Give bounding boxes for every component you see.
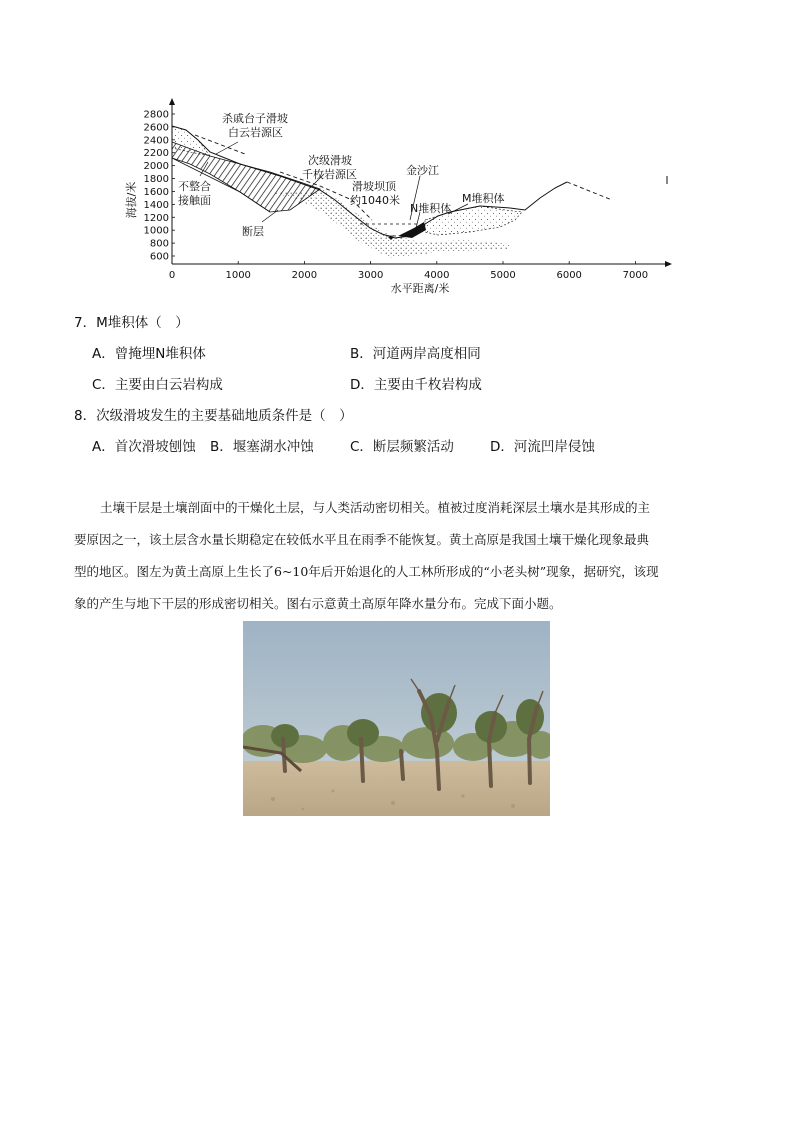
label-river: 金沙江 (406, 164, 439, 177)
passage-line: 象的产生与地下干层的形成密切相关。图右示意黄土高原年降水量分布。完成下面小题。 (74, 596, 562, 611)
y-tick-label: 1800 (143, 174, 169, 186)
y-tick-label: 1400 (143, 199, 169, 211)
question-8-stem: 8．次级滑坡发生的主要基础地质条件是（ ） (74, 408, 353, 424)
x-tick-label: 6000 (556, 270, 582, 281)
label-slide-sub-1: 次级滑坡 (308, 154, 352, 167)
label-dam-top-1: 滑坡坝顶 (352, 180, 396, 193)
q7-option-a[interactable]: A．曾掩埋N堆积体 (92, 346, 206, 362)
q8-option-a[interactable]: A．首次滑坡刨蚀 (92, 439, 196, 455)
passage-line: 土壤干层是土壤剖面中的干燥化土层，与人类活动密切相关。植被过度消耗深层土壤水是其形成的主 (100, 500, 651, 515)
x-tick-label: 0 (168, 270, 176, 281)
y-tick-label: 1000 (143, 225, 169, 237)
reading-passage (74, 492, 724, 620)
y-tick-label: 1200 (143, 212, 169, 224)
y-tick-label: 2000 (143, 161, 169, 173)
y-axis-label: 海拔/米 (125, 181, 138, 219)
q7-option-d[interactable]: D．主要由千枚岩构成 (350, 377, 482, 393)
label-unconformity-2: 接触面 (178, 194, 211, 207)
x-tick-label: 2000 (291, 270, 318, 281)
y-tick-label: 2800 (143, 109, 169, 121)
label-m-deposit: M堆积体 (462, 192, 505, 205)
label-slide-main-2: 白云岩源区 (228, 126, 283, 139)
label-fault: 断层 (242, 225, 264, 238)
label-n-deposit: N堆积体 (410, 202, 452, 215)
x-tick-label: 4000 (424, 270, 450, 281)
q8-option-c[interactable]: C．断层频繁活动 (350, 439, 454, 455)
y-tick-label: 2600 (143, 122, 169, 134)
passage-line: 要原因之一，该土层含水量长期稳定在较低水平且在雨季不能恢复。黄土高原是我国土壤干燥化现象最典 (74, 532, 650, 547)
y-tick-label: 1600 (143, 186, 169, 198)
label-dam-top-2: 约1040米 (350, 194, 400, 207)
x-tick-label: 7000 (622, 270, 649, 281)
y-tick-label: 2200 (143, 148, 169, 160)
x-tick-label: 5000 (490, 270, 516, 281)
q7-option-c[interactable]: C．主要由白云岩构成 (92, 377, 223, 393)
q8-option-b[interactable]: B．堰塞湖水冲蚀 (210, 439, 314, 455)
x-tick-label: 3000 (357, 270, 384, 281)
right-bank-dashed (567, 182, 612, 200)
label-unconformity-1: 不整合 (178, 180, 211, 193)
geologic-cross-section-figure (120, 92, 680, 302)
label-slide-sub-2: 千枚岩源区 (302, 168, 357, 181)
degraded-plantation-photo (243, 621, 550, 816)
label-slide-main-1: 杀戚台子滑坡 (222, 112, 288, 125)
q7-option-b[interactable]: B．河道两岸高度相同 (350, 346, 481, 362)
x-axis-label: 水平距离/米 (390, 282, 450, 295)
question-7-stem: 7．M堆积体（ ） (74, 315, 189, 331)
passage-line: 型的地区。图左为黄土高原上生长了6~10年后开始退化的人工林所形成的“小老头树”现象，据研究，该现 (74, 564, 659, 579)
y-tick-label: 2400 (143, 135, 169, 147)
x-tick-label: 1000 (225, 270, 251, 281)
y-tick-label: 800 (149, 238, 169, 250)
y-tick-label: 600 (149, 251, 169, 263)
q8-option-d[interactable]: D．河流凹岸侵蚀 (490, 439, 595, 455)
